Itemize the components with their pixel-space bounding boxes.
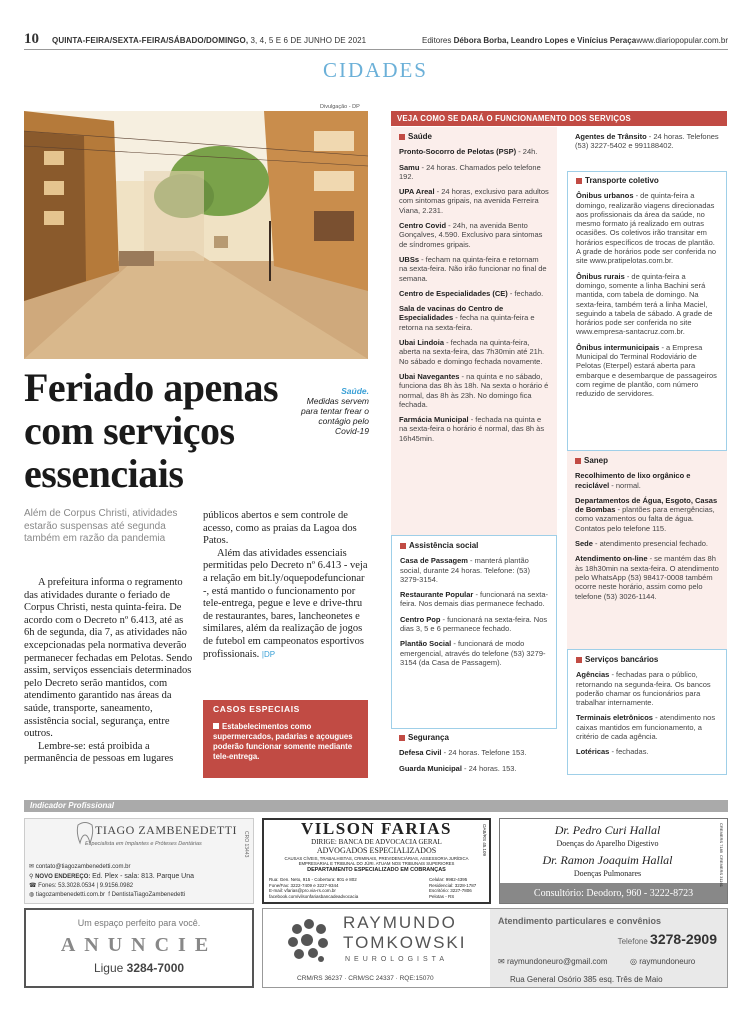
category-seguranca: Segurança xyxy=(399,733,549,742)
header-rule xyxy=(24,49,728,50)
services-left-column xyxy=(391,127,557,784)
photo-credit: Divulgação - DP xyxy=(320,104,360,110)
service-item: Restaurante Popular - funcionará na sexta-feira. Nos demais dias permanece fechado. xyxy=(400,590,548,609)
service-item: Departamentos de Água, Esgoto, Casas de Bombas - plantões para emergências, como vazamentos ou falta de água. Contatos pelo telefone 115. xyxy=(575,495,718,533)
special-cases-text: Estabelecimentos como supermercados, padarias e açougues poderão funcionar somente mediante tele-entrega. xyxy=(213,722,353,761)
ad-raymundo-name1: RAYMUNDO xyxy=(343,913,457,932)
ad-raymundo-specialty: NEUROLOGISTA xyxy=(345,956,449,963)
body-column-2 xyxy=(203,510,370,661)
ad-curi[interactable] xyxy=(499,818,728,904)
ad-vilson-contacts-left: Rua: Gen. Neto, 915 - Cobertura: 801 e 802 Fone/Fax: 3222-7409 e 3227-9344 E-mail: vfarias@pro.via-rs.com.br facebook.com/vilsonfariasbancadeadvocacia xyxy=(269,877,359,899)
ad-tiago-sub: Especialista em Implantes e Próteses Dentárias xyxy=(85,841,202,847)
ad-atend-title: Atendimento particulares e convênios xyxy=(498,916,662,926)
seguranca-section xyxy=(391,729,557,784)
body-paragraph: públicos abertos e sem controle de acesso, como as praias da Lagoa dos Patos. xyxy=(203,510,357,547)
ad-tiago-name: TIAGO ZAMBENEDETTI xyxy=(95,823,237,837)
service-item: Ubai Navegantes - na quinta e no sábado, funciona das 8h às 18h. Na sexta o horário é normal, das 8h às 23h. No domingo fica fechada. xyxy=(399,371,549,409)
page-number: 10 xyxy=(24,31,39,47)
bancos-section xyxy=(567,649,727,775)
pin-icon: ⚲ xyxy=(29,874,36,880)
instagram-icon: ◎ xyxy=(630,957,640,966)
transporte-section xyxy=(567,171,727,451)
ad-anuncie[interactable] xyxy=(24,908,254,988)
service-item: Casa de Passagem - manterá plantão social, durante 24 horas. Telefone: (53) 3279-3154. xyxy=(400,556,530,584)
ad-anuncie-phone: Ligue 3284-7000 xyxy=(93,961,185,975)
ad-vilson-contacts-right: Celular: 9982-4395 Residencial: 3228-1787 Escritório: 3227-7806 Pelotas - RS xyxy=(429,877,477,899)
mail-icon: ✉ xyxy=(29,864,36,870)
ad-tiago[interactable] xyxy=(24,818,254,904)
service-item: Ônibus urbanos - de quinta-feira a domingo, realizarão viagens direcionadas aos profissionais da área da saúde, no mesmo formato já realizado em outras ocasiões. Os coletivos irão transitar em horários específicos de trocas de plantão. A grade de horários pode ser conferida no site www.pratipelotas.com.br. xyxy=(576,191,717,266)
square-bullet-icon xyxy=(575,458,581,464)
ad-curi-name1: Dr. Pedro Curi Hallal xyxy=(554,823,661,837)
deck: Além de Corpus Christi, atividades estarão suspensas até segunda também em razão da pandemia xyxy=(24,508,178,544)
facebook-icon: f xyxy=(108,892,112,898)
service-item: Sala de vacinas do Centro de Especialidades - fecha na quinta-feira e retorna na sexta-feira. xyxy=(399,304,535,332)
service-item: Pronto-Socorro de Pelotas (PSP) - 24h. xyxy=(399,147,538,157)
service-item: Ônibus intermunicipais - a Empresa Municipal do Terminal Rodoviário de Pelotas (Eterpel) estará aberta para embarque e desembarque de passageiros com regime de plantão, com número reduzido de servidores. xyxy=(576,342,717,399)
body-column-1 xyxy=(24,577,195,766)
site-url[interactable]: www.diariopopular.com.br xyxy=(636,36,728,45)
category-bancos: Serviços bancários xyxy=(576,655,718,664)
service-item: Defesa Civil - 24 horas. Telefone 153. xyxy=(399,748,527,758)
service-item: Farmácia Municipal - fechada na quinta e na sexta-feira o horário é normal, das 8h às 16h45min. xyxy=(399,415,545,443)
ad-anuncie-title: ANUNCIE xyxy=(60,934,218,956)
ad-vilson-areas: CAUSAS CÍVEIS, TRABALHISTAS, CRIMINAIS, PREVIDENCIÁRIAS, ASSESSORIA JURÍDICA EMPRESARIAL E TRIBUNAL DO JÚRI. ATUAM NOS TRIBUNAIS SUPERIORES xyxy=(284,856,469,866)
section-title: CIDADES xyxy=(322,58,428,82)
street-photo xyxy=(24,111,368,359)
ad-raymundo-info xyxy=(490,909,727,988)
service-item: UBSs - fecham na quinta-feira e retornam na sexta-feira. Não irão funcionar no final de semana. xyxy=(399,254,547,283)
tooth-icon xyxy=(75,821,95,845)
service-item: Samu - 24 horas. Chamados pelo telefone 192. xyxy=(399,162,541,181)
ad-curi-cremers1: CREMERS 7185 xyxy=(719,823,724,854)
service-item: Ubai Lindoia - fechada na quinta-feira, aberta na sexta-feira, das 7h30min até 21h. No sábado e domingo fechada novamente. xyxy=(399,338,545,366)
ad-vilson-line1: DIRIGE: BANCA DE ADVOCACIA GERAL xyxy=(311,838,442,846)
ad-raymundo[interactable] xyxy=(262,908,728,988)
special-cases-box xyxy=(203,700,368,778)
ad-raymundo-registry: CRM/RS 36237 · CRM/SC 24337 · RQE:15070 xyxy=(297,975,434,982)
saude-section xyxy=(391,127,557,535)
phone-icon: ☎ xyxy=(29,883,39,889)
service-item: Recolhimento de lixo orgânico e reciclável - normal. xyxy=(575,471,691,490)
service-item: Agências - fechadas para o público, retornando na segunda-feira. Os bancos poderão chamar os funcionários para trabalhar internamente. xyxy=(576,670,711,708)
globe-icon: ◍ xyxy=(29,892,36,898)
service-item: Sede - atendimento presencial fechado. xyxy=(575,539,709,549)
ad-tiago-cro: CRO 13443 xyxy=(243,831,249,858)
service-item: Ônibus rurais - de quinta-feira a domingo, somente a linha Bachini será mantida, com tabela de domingo. Na sexta-feira, também terá a linha Maciel, seguindo a tabela de sábado. A grade de horários pode ser conferida no site www.empresa-santacruz.com.br. xyxy=(576,271,713,337)
ad-vilson-name: VILSON FARIAS xyxy=(301,819,452,838)
category-transporte: Transporte coletivo xyxy=(576,176,718,185)
category-assistencia: Assistência social xyxy=(400,541,548,550)
ad-atend-instagram: ◎ raymundoneuro xyxy=(630,957,696,966)
ad-curi-spec1: Doenças do Aparelho Digestivo xyxy=(556,839,659,848)
services-box-title: VEJA COMO SE DARÁ O FUNCIONAMENTO DOS SERVIÇOS xyxy=(391,111,727,126)
ad-atend-email: ✉ raymundoneuro@gmail.com xyxy=(498,957,608,966)
ad-vilson[interactable] xyxy=(262,818,491,904)
service-item: Lotéricas - fechadas. xyxy=(576,747,649,757)
body-paragraph: Lembre-se: está proibida a permanência de pessoas em lugares xyxy=(24,740,174,765)
ad-curi-footer: Consultório: Deodoro, 960 - 3222-8723 xyxy=(500,883,727,904)
editors: Editores Débora Borba, Leandro Lopes e Vinícius Peraça xyxy=(422,36,637,45)
ad-curi-spec2: Doenças Pulmonares xyxy=(573,869,642,878)
category-saude: Saúde xyxy=(399,132,549,141)
mail-icon: ✉ xyxy=(498,957,507,966)
square-bullet-icon xyxy=(400,543,406,549)
ad-anuncie-tagline: Um espaço perfeito para você. xyxy=(77,918,201,928)
page-header xyxy=(24,33,728,49)
ad-atend-address: Rua General Osório 385 esq. Três de Maio xyxy=(510,975,663,984)
body-paragraph: Além das atividades essenciais permitidas pelo Decreto nº 6.413 - veja a relação em bit.ly/oquepodefuncionar -, está mantido o funcionamento por tele-entrega, pegue e leve e drive-thru de restaurantes, bares, lancheonetes e similares, além da realização de jogos de futebol em campeonatos esportivos profissionais. |DP xyxy=(203,547,368,660)
ad-vilson-oab: OAB/RS 45.109 xyxy=(482,824,487,857)
ad-vilson-dept: DEPARTAMENTO ESPECIALIZADO EM COBRANÇAS xyxy=(307,867,446,873)
service-item: Guarda Municipal - 24 horas. 153. xyxy=(399,763,517,773)
sanep-section xyxy=(567,451,727,649)
service-item: Centro Pop - funcionará na sexta-feira. Nos dias 3, 5 e 6 permanece fechado. xyxy=(400,614,548,634)
ad-curi-name2: Dr. Ramon Joaquim Hallal xyxy=(542,853,673,867)
ads-section-title: Indicador Profissional xyxy=(24,800,728,812)
service-item: Plantão Social - funcionará de modo emergencial, através do telefone (53) 3279-3154 (da Casa de Passagem). xyxy=(400,639,546,667)
square-bullet-icon xyxy=(213,723,219,729)
body-paragraph: A prefeitura informa o regramento das atividades durante o feriado de Corpus Christi, nesta quinta-feira. De acordo com o Decreto nº 6.413, até as 6h de segunda, dia 7, as atividades não excepcionadas pela normativa deverão permanecer fechadas em Pelotas. Sendo assim, serviços essenciais determinados pelo Decreto serão mantidos, com atendimento garantido nas áreas da saúde, transporte, saneamento, assistência social, segurança, entre outros. xyxy=(24,577,193,740)
assist-section xyxy=(391,535,557,729)
ad-tiago-contacts: ✉ contato@tiagozambenedetti.com.br ⚲ NOVO ENDEREÇO: Ed. Plex - sala: 813. Parque Una ☎ Fones: 53.3028.0534 | 9.9156.0982 ◍ tiagozambenedetti.com.br f DentistaTiagoZambenedetti xyxy=(29,864,195,898)
special-cases-title: CASOS ESPECIAIS xyxy=(213,704,300,714)
service-item: Centro Covid - 24h, na avenida Bento Gonçalves, 4.590. Exclusivo para sintomas de síndromes gripais. xyxy=(399,221,543,249)
service-item: Terminais eletrônicos - atendimento nos caixas mantidos em funcionamento, a critério de cada agência. xyxy=(576,713,716,742)
service-item: UPA Areal - 24 horas, exclusivo para adultos com sintomas gripais, na avenida Ferreira Viana, 2.231. xyxy=(399,187,549,215)
service-item: Atendimento on-line - se mantém das 8h às 18h30min na sexta-feira. O atendimento pelo WhatsApp (53) 98417-0008 também ocorre neste horário, assim como pelo telefone (53) 3026-1144. xyxy=(575,554,719,601)
ad-vilson-line2: ADVOGADOS ESPECIALIZADOS xyxy=(316,846,437,855)
square-bullet-icon xyxy=(399,134,405,140)
agentes-item: Agentes de Trânsito - 24 horas. Telefones (53) 3227-5402 e 991188402. xyxy=(575,132,719,151)
ad-atend-phone: Telefone 3278-2909 xyxy=(617,931,717,947)
photo-caption: Saúde. Medidas servem para tentar frear o contágio pelo Covid-19 xyxy=(300,386,369,436)
edition-date: QUINTA-FEIRA/SEXTA-FEIRA/SÁBADO/DOMINGO, 3, 4, 5 E 6 DE JUNHO DE 2021 xyxy=(52,36,367,45)
headline: Feriado apenas com serviços essenciais xyxy=(24,365,279,496)
ad-curi-cremers2: CREMERS 31161 xyxy=(719,855,724,887)
services-right-column xyxy=(567,127,727,775)
category-sanep: Sanep xyxy=(575,456,719,465)
brain-logo-icon xyxy=(283,915,335,967)
square-bullet-icon xyxy=(576,178,582,184)
ad-raymundo-name2: TOMKOWSKI xyxy=(343,933,467,952)
square-bullet-icon xyxy=(576,657,582,663)
square-bullet-icon xyxy=(399,735,405,741)
service-item: Centro de Especialidades (CE) - fechado. xyxy=(399,288,544,298)
